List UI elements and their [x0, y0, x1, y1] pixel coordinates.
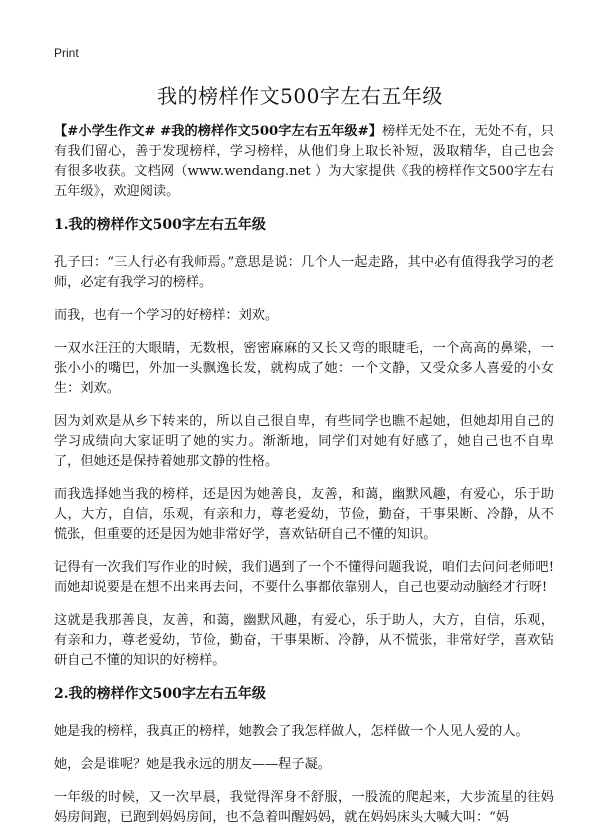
paragraph: 她，会是谁呢？她是我永远的朋友——程子凝。	[54, 757, 331, 772]
print-label: Print	[54, 46, 79, 60]
intro-text: 榜样无处不在，无处不有，只有我们留心，善于发现榜样，学习榜样，从他们身上取长补短，汲取精华，自己也会有很多收获。文档网（www.wendang.net ）为大家提供《我的榜样作文500字左右五年级》，欢迎阅读。	[54, 124, 554, 199]
paragraph: 这就是我那善良，友善，和蔼，幽默风趣，有爱心，乐于助人，大方，自信，乐观，有亲和力，尊老爱幼，节俭，勤奋，干事果断、冷静，从不慌张，非常好学，喜欢钻研自己不懂的知识的好榜样。	[54, 613, 554, 668]
document-title: 我的榜样作文500字左右五年级	[157, 84, 443, 108]
paragraph: 记得有一次我们写作业的时候，我们遇到了一个不懂得问题我说，咱们去问问老师吧!而她却说要是在想不出来再去问，不要什么事都依靠别人，自己也要动动脑经才行呀!	[54, 560, 554, 595]
intro-paragraph	[54, 122, 554, 202]
article-body	[54, 122, 554, 828]
section-heading-2: 2.我的榜样作文500字左右五年级	[54, 686, 266, 702]
paragraph: 一双水汪汪的大眼睛，无数根，密密麻麻的又长又弯的眼睫毛，一个高高的鼻梁，一张小小的嘴巴，外加一头飘逸长发，就构成了她：一个文静，又受众多人喜爱的小女生：刘欢。	[54, 341, 554, 396]
section-heading-1: 1.我的榜样作文500字左右五年级	[54, 217, 266, 233]
paragraph: 因为刘欢是从乡下转来的，所以自己很自卑，有些同学也瞧不起她，但她却用自己的学习成绩向大家证明了她的实力。渐渐地，同学们对她有好感了，她自己也不自卑了，但她还是保持着她那文静的性格。	[54, 414, 554, 469]
paragraph: 孔子曰：“三人行必有我师焉。”意思是说：几个人一起走路，其中必有值得我学习的老师，必定有我学习的榜样。	[54, 255, 554, 290]
paragraph: 她是我的榜样，我真正的榜样，她教会了我怎样做人，怎样做一个人见人爱的人。	[54, 724, 529, 739]
paragraph: 而我选择她当我的榜样，还是因为她善良，友善，和蔼，幽默风趣，有爱心，乐于助人，大方，自信，乐观，有亲和力，尊老爱幼，节俭，勤奋，干事果断、冷静，从不慌张，但重要的还是因为她非常好学，喜欢钻研自己不懂的知识。	[54, 487, 554, 542]
paragraph: 一年级的时候，又一次早晨，我觉得浑身不舒服，一股流的爬起来，大步流星的往妈妈房间跑，已跑到妈妈房间，也不急着叫醒妈妈，就在妈妈床头大喊大叫：“妈	[54, 790, 554, 825]
intro-tags: 【#小学生作文# #我的榜样作文500字左右五年级#】	[54, 124, 382, 139]
paragraph: 而我，也有一个学习的好榜样：刘欢。	[54, 308, 279, 323]
